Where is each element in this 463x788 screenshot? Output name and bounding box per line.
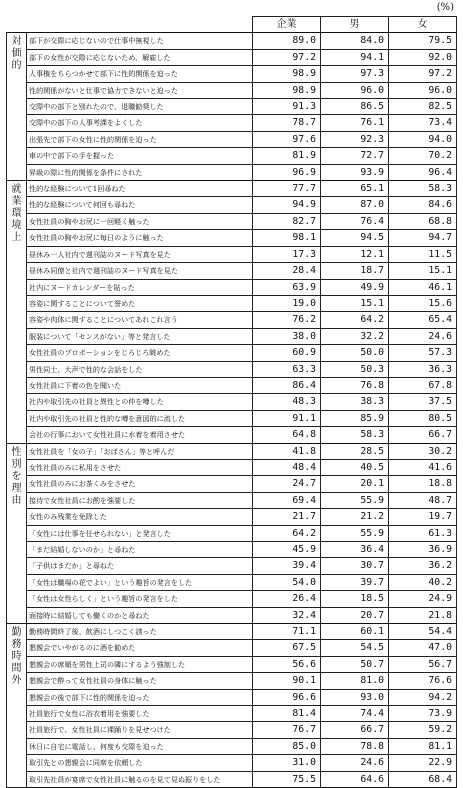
section-label: 性別を理由 [7,443,27,623]
men-value: 93.0 [321,689,389,705]
women-value: 82.5 [389,99,457,115]
women-value: 59.2 [389,722,457,738]
corp-value: 98.9 [253,66,321,82]
corp-value: 63.3 [253,361,321,377]
item-label: 女性社員のみに私用をさせた [27,459,253,475]
table-row [7,99,457,115]
item-label: 性的な経験について1回尋ねた [27,181,253,197]
women-value: 94.2 [389,689,457,705]
table-row [7,148,457,164]
women-value: 30.2 [389,443,457,459]
table-row [7,624,457,640]
item-label: 女性のみ残業を免除した [27,509,253,525]
table-row [7,246,457,262]
item-label: 服装について「センスがない」等と発言した [27,328,253,344]
corp-value: 28.4 [253,263,321,279]
men-value: 32.2 [321,328,389,344]
men-value: 55.9 [321,492,389,508]
item-label: 勤務時間終了後、飲酒にしつこく誘った [27,624,253,640]
corp-value: 60.9 [253,345,321,361]
men-value: 55.9 [321,525,389,541]
table-row [7,706,457,722]
unit-label: (%) [436,2,454,13]
item-label: 男性同士、大声で性的な会話をした [27,361,253,377]
table-row [7,509,457,525]
women-value: 94.7 [389,230,457,246]
item-label: 「女性には仕事を任せられない」と発言した [27,525,253,541]
table-row [7,738,457,754]
item-label: 面接時に結婚しても働くのかと尋ねた [27,607,253,623]
women-value: 76.6 [389,673,457,689]
women-value: 36.3 [389,361,457,377]
corp-value: 81.9 [253,148,321,164]
women-value: 66.7 [389,427,457,443]
men-value: 74.4 [321,706,389,722]
women-value: 96.4 [389,164,457,180]
men-value: 49.9 [321,279,389,295]
corp-value: 17.3 [253,246,321,262]
men-value: 66.7 [321,722,389,738]
item-label: 懇親会の席順を男性上司の隣にするよう強制した [27,656,253,672]
section-label: 勤務時間外 [7,624,27,788]
item-label: 社内や取引先の社員と異性との仲を噂した [27,394,253,410]
item-label: 部下の女性が交際に応じないため、解雇した [27,49,253,65]
header-men: 男 [321,17,389,33]
item-label: 「女性は女性らしく」という趣旨の発言をした [27,591,253,607]
men-value: 65.1 [321,181,389,197]
header-corp: 企業 [253,17,321,33]
table-row [7,591,457,607]
men-value: 20.7 [321,607,389,623]
women-value: 46.1 [389,279,457,295]
women-value: 21.8 [389,607,457,623]
corp-value: 81.4 [253,706,321,722]
corp-value: 56.6 [253,656,321,672]
table-row [7,213,457,229]
men-value: 92.3 [321,131,389,147]
table-row [7,492,457,508]
men-value: 64.2 [321,312,389,328]
women-value: 56.7 [389,656,457,672]
survey-table [6,16,457,788]
item-label: 接待で女性社員にお酌を強要した [27,492,253,508]
corp-value: 96.9 [253,164,321,180]
women-value: 15.6 [389,295,457,311]
item-label: 休日に自宅に電話し、何度も交際を迫った [27,738,253,754]
item-label: 人事権をちらつかせて部下に性的関係を迫った [27,66,253,82]
men-value: 18.5 [321,591,389,607]
corp-value: 67.5 [253,640,321,656]
item-label: 性的関係がないと仕事で協力できないと迫った [27,82,253,98]
women-value: 18.8 [389,476,457,492]
men-value: 20.1 [321,476,389,492]
table-row [7,131,457,147]
women-value: 73.9 [389,706,457,722]
table-row [7,459,457,475]
table-row [7,33,457,49]
item-label: 「まだ結婚しないのか」と尋ねた [27,542,253,558]
item-label: 取引先社員が宴席で女性社員に触るのを見て見ぬ振りをした [27,771,253,787]
table-row [7,542,457,558]
women-value: 24.9 [389,591,457,607]
women-value: 15.1 [389,263,457,279]
men-value: 93.9 [321,164,389,180]
table-row [7,361,457,377]
women-value: 68.4 [389,771,457,787]
corp-value: 39.4 [253,558,321,574]
item-label: 取引先との懇親会に同席を依頼した [27,755,253,771]
women-value: 57.3 [389,345,457,361]
women-value: 54.4 [389,624,457,640]
item-label: 女性社員の胸やお尻に毎日のように触った [27,230,253,246]
table-row [7,377,457,393]
men-value: 94.1 [321,49,389,65]
men-value: 38.3 [321,394,389,410]
table-row [7,345,457,361]
men-value: 50.7 [321,656,389,672]
corp-value: 45.9 [253,542,321,558]
women-value: 84.6 [389,197,457,213]
women-value: 94.0 [389,131,457,147]
corp-value: 85.0 [253,738,321,754]
table-row [7,197,457,213]
item-label: 社内や取引先の社員と性的な噂を意図的に流した [27,410,253,426]
item-label: 社員旅行で女性に浴衣着用を強要した [27,706,253,722]
men-value: 94.5 [321,230,389,246]
item-label: 「女性は職場の花でよい」という趣旨の発言をした [27,574,253,590]
men-value: 96.0 [321,82,389,98]
corp-value: 90.1 [253,673,321,689]
header-row [7,17,457,33]
corp-value: 38.0 [253,328,321,344]
corp-value: 78.7 [253,115,321,131]
table-row [7,181,457,197]
women-value: 92.0 [389,49,457,65]
corp-value: 97.6 [253,131,321,147]
corp-value: 76.2 [253,312,321,328]
table-row [7,443,457,459]
item-label: 女性社員のプロポーションをじろじろ眺めた [27,345,253,361]
item-label: 社内にヌードカレンダーを貼った [27,279,253,295]
table-row [7,640,457,656]
corp-value: 71.1 [253,624,321,640]
item-label: 容姿に関することについて誉めた [27,295,253,311]
men-value: 81.0 [321,673,389,689]
corp-value: 31.0 [253,755,321,771]
men-value: 50.0 [321,345,389,361]
item-label: 女性社員に下着の色を聞いた [27,377,253,393]
corp-value: 77.7 [253,181,321,197]
women-value: 11.5 [389,246,457,262]
corp-value: 94.9 [253,197,321,213]
table-row [7,656,457,672]
header-blank [27,17,253,33]
corp-value: 97.2 [253,49,321,65]
table-row [7,82,457,98]
women-value: 37.5 [389,394,457,410]
item-label: 女性社員のみにお茶くみをさせた [27,476,253,492]
women-value: 24.6 [389,328,457,344]
women-value: 81.1 [389,738,457,754]
men-value: 78.8 [321,738,389,754]
corp-value: 89.0 [253,33,321,49]
table-row [7,115,457,131]
corp-value: 48.3 [253,394,321,410]
corp-value: 54.0 [253,574,321,590]
table-row [7,607,457,623]
corp-value: 76.7 [253,722,321,738]
men-value: 30.7 [321,558,389,574]
men-value: 85.9 [321,410,389,426]
corp-value: 75.5 [253,771,321,787]
item-label: 懇親会でいやがるのに酒を勧めた [27,640,253,656]
table-row [7,230,457,246]
item-label: 車の中で部下の手を握った [27,148,253,164]
men-value: 18.7 [321,263,389,279]
men-value: 15.1 [321,295,389,311]
item-label: 会社の行事において女性社員に水着を着用させた [27,427,253,443]
men-value: 58.3 [321,427,389,443]
item-label: 交際中の部下の人事考課をよくした [27,115,253,131]
table-row [7,410,457,426]
women-value: 97.2 [389,66,457,82]
corp-value: 32.4 [253,607,321,623]
table-row [7,164,457,180]
table-row [7,279,457,295]
item-label: 昼休み一人社内で週刊誌のヌード写真を見た [27,246,253,262]
corp-value: 24.7 [253,476,321,492]
item-label: 昼休み同僚と社内で週刊誌のヌード写真を見た [27,263,253,279]
item-label: 社員旅行で、女性社員に裸踊りを見せつけた [27,722,253,738]
section-label: 就業環境上 [7,181,27,444]
table-row [7,476,457,492]
men-value: 84.0 [321,33,389,49]
table-row [7,66,457,82]
women-value: 61.3 [389,525,457,541]
men-value: 76.1 [321,115,389,131]
corp-value: 63.9 [253,279,321,295]
table-row [7,312,457,328]
women-value: 73.4 [389,115,457,131]
item-label: 部下が交際に応じないので仕事中無視した [27,33,253,49]
corp-value: 64.8 [253,427,321,443]
table-row [7,689,457,705]
men-value: 39.7 [321,574,389,590]
men-value: 28.5 [321,443,389,459]
women-value: 36.2 [389,558,457,574]
table-row [7,49,457,65]
section-label: 対価的 [7,33,27,181]
men-value: 97.3 [321,66,389,82]
corp-value: 91.3 [253,99,321,115]
women-value: 41.6 [389,459,457,475]
table-row [7,574,457,590]
men-value: 76.4 [321,213,389,229]
women-value: 40.2 [389,574,457,590]
men-value: 72.7 [321,148,389,164]
table-row [7,673,457,689]
item-label: 性的な経験について何回も尋ねた [27,197,253,213]
item-label: 懇親会で酔って女性社員の身体に触った [27,673,253,689]
men-value: 50.3 [321,361,389,377]
corp-value: 26.4 [253,591,321,607]
men-value: 40.5 [321,459,389,475]
women-value: 19.7 [389,509,457,525]
item-label: 懇親会の後で部下に性的関係を迫った [27,689,253,705]
corp-value: 98.9 [253,82,321,98]
women-value: 96.0 [389,82,457,98]
table-row [7,525,457,541]
table-row [7,328,457,344]
women-value: 22.9 [389,755,457,771]
item-label: 「子供はまだか」と尋ねた [27,558,253,574]
corp-value: 41.8 [253,443,321,459]
women-value: 70.2 [389,148,457,164]
women-value: 68.8 [389,213,457,229]
men-value: 12.1 [321,246,389,262]
table-row [7,295,457,311]
table-row [7,755,457,771]
corp-value: 19.0 [253,295,321,311]
corp-value: 98.1 [253,230,321,246]
table-row [7,558,457,574]
women-value: 67.8 [389,377,457,393]
item-label: 出張先で部下の女性に性的関係を迫った [27,131,253,147]
women-value: 36.9 [389,542,457,558]
women-value: 65.4 [389,312,457,328]
men-value: 76.8 [321,377,389,393]
item-label: 女性社員を「女の子」「おばさん」等と呼んだ [27,443,253,459]
table-row [7,427,457,443]
item-label: 女性社員の胸やお尻に一回軽く触った [27,213,253,229]
header-women: 女 [389,17,457,33]
corp-value: 64.2 [253,525,321,541]
women-value: 58.3 [389,181,457,197]
table-row [7,394,457,410]
men-value: 54.5 [321,640,389,656]
table-row [7,771,457,787]
corp-value: 96.6 [253,689,321,705]
item-label: 容姿や肉体に関することについてあれこれ言う [27,312,253,328]
women-value: 47.0 [389,640,457,656]
corp-value: 82.7 [253,213,321,229]
corp-value: 48.4 [253,459,321,475]
men-value: 21.2 [321,509,389,525]
women-value: 80.5 [389,410,457,426]
table-row [7,722,457,738]
corp-value: 86.4 [253,377,321,393]
men-value: 60.1 [321,624,389,640]
table-body [7,33,457,788]
women-value: 48.7 [389,492,457,508]
men-value: 64.6 [321,771,389,787]
item-label: 昇級の際に性的関係を条件にされた [27,164,253,180]
men-value: 24.6 [321,755,389,771]
men-value: 36.4 [321,542,389,558]
header-blank [7,17,27,33]
men-value: 86.5 [321,99,389,115]
men-value: 87.0 [321,197,389,213]
corp-value: 69.4 [253,492,321,508]
item-label: 交際中の部下と別れたので、退職勧奨した [27,99,253,115]
corp-value: 21.7 [253,509,321,525]
women-value: 79.5 [389,33,457,49]
corp-value: 91.1 [253,410,321,426]
table-row [7,263,457,279]
